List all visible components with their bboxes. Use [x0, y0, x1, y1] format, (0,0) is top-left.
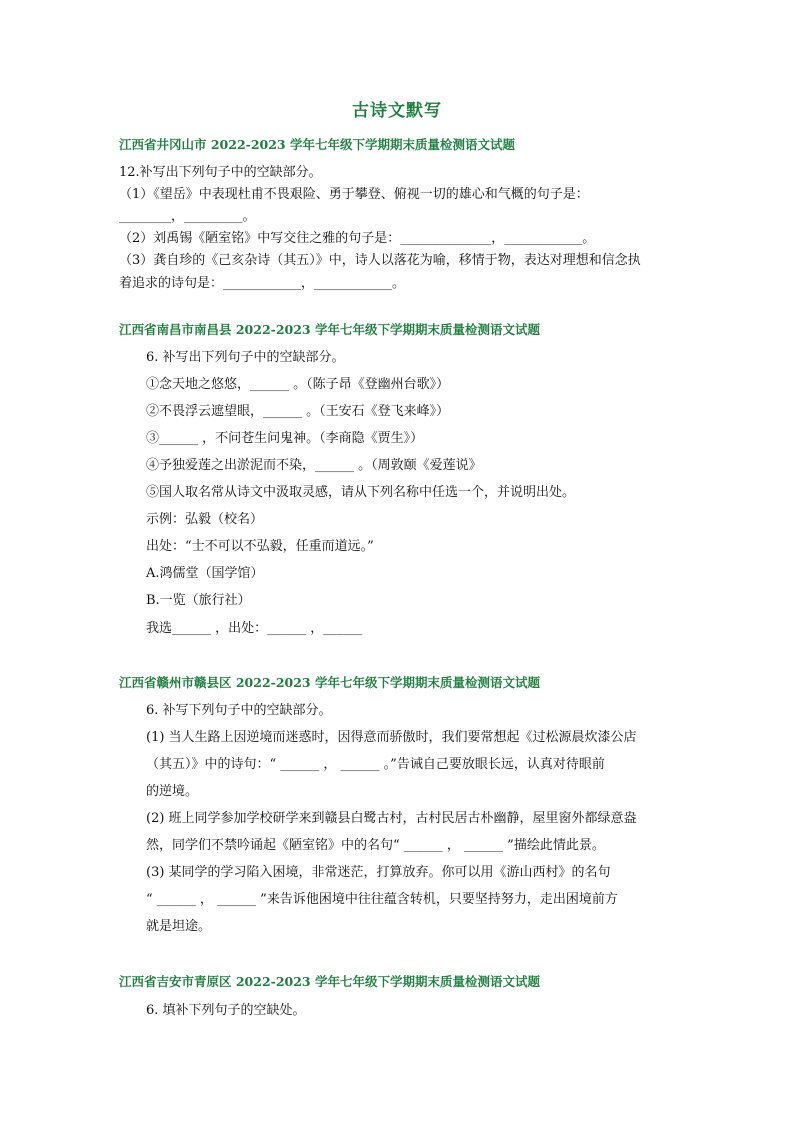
question-line: 6. 补写下列句子中的空缺部分。: [146, 703, 332, 718]
question-line: 然，同学们不禁吟诵起《陋室铭》中的名句“ ______ ， ______ ”描绘此情此景。: [146, 838, 605, 853]
question-line: 示例：弘毅（校名）: [146, 512, 264, 527]
question-line: （3）龚自珍的《己亥杂诗（其五）》中，诗人以落花为喻，移情于物，表达对理想和信念执: [119, 253, 641, 268]
question-line: 的逆境。: [146, 784, 199, 799]
question-line: ②不畏浮云遮望眼，______ 。（王安石《登飞来峰》）: [146, 404, 450, 419]
question-line: 出处：“士不可以不弘毅，任重而道远。”: [146, 539, 374, 554]
question-line: (2) 班上同学参加学校研学来到赣县白鹭古村，古村民居古朴幽静，屋里窗外都绿意盎: [146, 811, 637, 826]
question-line: 着追求的诗句是：____________，____________。: [119, 276, 406, 291]
question-line: 6. 补写出下列句子中的空缺部分。: [146, 350, 345, 365]
section-header: 江西省吉安市青原区 2022-2023 学年七年级下学期期末质量检测语文试题: [119, 974, 540, 989]
question-line: 12.补写出下列句子中的空缺部分。: [119, 165, 322, 180]
section-header: 江西省南昌市南昌县 2022-2023 学年七年级下学期期末质量检测语文试题: [119, 322, 540, 337]
question-line: （2）刘禹锡《陋室铭》中写交往之雅的句子是：______________，____________。: [119, 231, 596, 246]
question-line: B.一览（旅行社）: [146, 593, 251, 608]
question-line: 就是坦途。: [146, 919, 212, 934]
question-line: ________，_________。: [119, 209, 256, 224]
question-line: “ ______ ， ______ ”来告诉他困境中往往蕴含转机，只要坚持努力，走出困境前方: [146, 892, 618, 907]
question-line: (1) 当人生路上因逆境而迷惑时，因得意而骄傲时，我们要常想起《过松源晨炊漆公店: [146, 730, 637, 745]
question-line: ④予独爱莲之出淤泥而不染，______ 。（周敦颐《爱莲说》: [146, 458, 482, 473]
section-header: 江西省井冈山市 2022-2023 学年七年级下学期期末质量检测语文试题: [119, 137, 515, 152]
question-line: （1）《望岳》中表现杜甫不畏艰险、勇于攀登、俯视一切的雄心和气概的句子是：: [119, 187, 589, 202]
question-line: (3) 某同学的学习陷入困境，非常迷茫，打算放弃。你可以用《游山西村》的名句: [146, 865, 611, 880]
question-line: ⑤国人取名常从诗文中汲取灵感，请从下列名称中任选一个，并说明出处。: [146, 485, 576, 500]
question-line: 我选______ ，出处：______ ，______: [146, 621, 363, 636]
section-header: 江西省赣州市赣县区 2022-2023 学年七年级下学期期末质量检测语文试题: [119, 675, 540, 690]
page-title: 古诗文默写: [352, 101, 442, 121]
question-line: （其五）》中的诗句：“ ______ ， ______ 。”告诫自己要放眼长远，认真对待眼前: [146, 757, 605, 772]
question-line: ①念天地之悠悠，______ 。（陈子昂《登幽州台歌》）: [146, 377, 450, 392]
question-line: ③______ ，不问苍生问鬼神。（李商隐《贾生》）: [146, 431, 424, 446]
question-line: A.鸿儒堂（国学馆）: [146, 566, 264, 581]
question-line: 6. 填补下列句子的空缺处。: [146, 1003, 306, 1018]
